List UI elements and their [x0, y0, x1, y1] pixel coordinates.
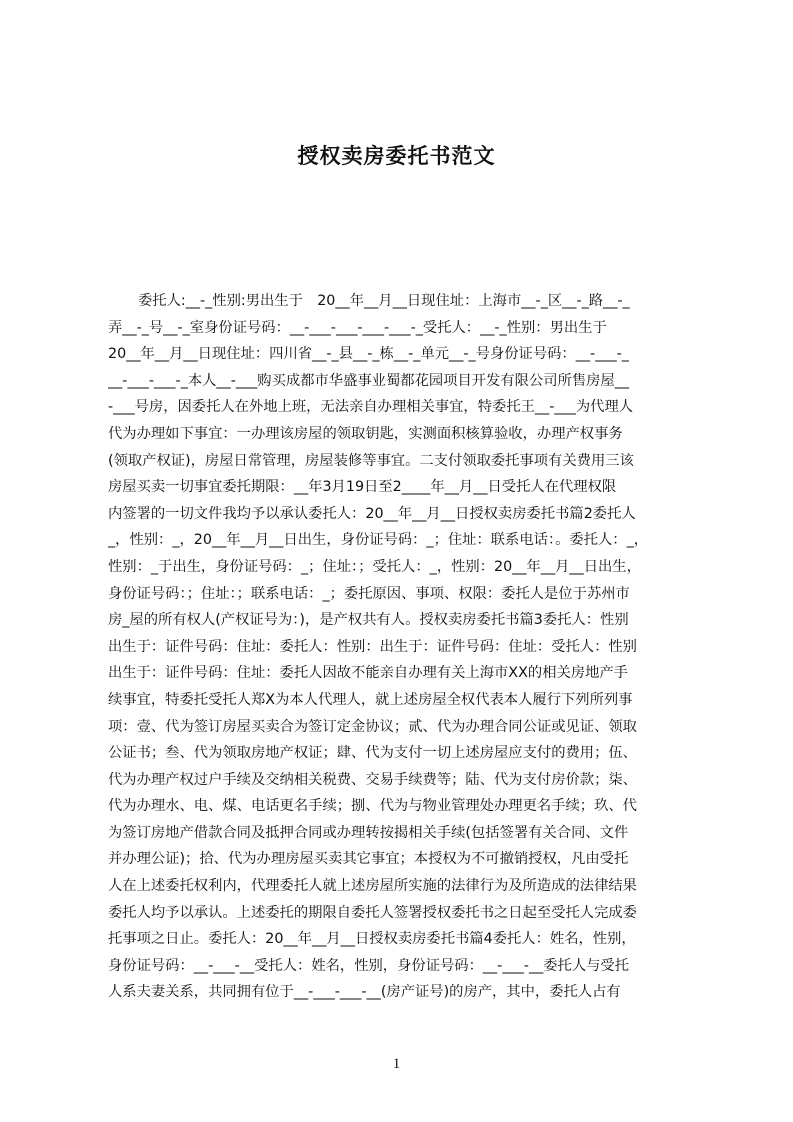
body-line: 人系夫妻关系，共同拥有位于__-___-___-__(房产证号)的房产，其中，委托人占有 — [108, 984, 621, 1001]
body-line: 出生于：证件号码：住址：委托人：性别：出生于：证件号码：住址：受托人：性别 — [108, 638, 637, 655]
body-line: 内签署的一切文件我均予以承认委托人：20__年__月__日授权卖房委托书篇2委托人 — [108, 505, 636, 522]
body-line: 房屋买卖一切事宜委托期限：__年3月19日至2____年__月__日受托人在代理权限 — [108, 479, 617, 496]
body-line: _，性别：_，20__年__月__日出生，身份证号码：_；住址：联系电话：。委托人：_， — [108, 532, 649, 549]
body-line: 代为办理产权过户手续及交纳相关税费、交易手续费等；陆、代为支付房价款；柒、 — [108, 771, 637, 788]
body-line: 委托人:__-_性别:男出生于 20__年__月__日现住址：上海市__-_区__-_路__-_ — [138, 293, 630, 309]
body-line: 身份证号码：__-___-__受托人：姓名，性别，身份证号码：__-___-__委托人与受托 — [108, 957, 630, 974]
body-line: 身份证号码：；住址：；联系电话：_；委托原因、事项、权限：委托人是位于苏州市 — [108, 585, 630, 602]
body-line: 代为办理水、电、煤、电话更名手续；捌、代为与物业管理处办理更名手续；玖、代 — [108, 798, 637, 815]
body-line: 委托人均予以承认。上述委托的期限自委托人签署授权委托书之日起至受托人完成委 — [108, 904, 637, 921]
body-line: __-___-___-_本人__-___购买成都市华盛事业蜀都花园项目开发有限公司所售房屋__ — [108, 372, 630, 389]
body-line: (领取产权证)，房屋日常管理，房屋装修等事宜。二支付领取委托事项有关费用三该 — [108, 452, 634, 469]
body-line: 为签订房地产借款合同及抵押合同或办理转按揭相关手续(包括签署有关合同、文件 — [108, 824, 629, 841]
body-line: 代为办理如下事宜：一办理该房屋的领取钥匙，实测面积核算验收，办理产权事务 — [108, 425, 623, 442]
document-title: 授权卖房委托书范文 — [297, 144, 496, 168]
body-line: 房_屋的所有权人(产权证号为：)，是产权共有人。授权卖房委托书篇3委托人：性别 — [108, 612, 629, 629]
body-line: 20__年__月__日现住址：四川省__-_县__-_栋__-_单元__-_号身份证号码：__-___-_ — [108, 346, 629, 363]
body-line: 弄__-_号__-_室身份证号码：__-___-___-___-___-_受托人：__-_性别：男出生于 — [108, 319, 607, 336]
body-line: 公证书；叁、代为领取房地产权证；肆、代为支付一切上述房屋应支付的费用；伍、 — [108, 745, 637, 762]
body-line: 托事项之日止。委托人：20__年__月__日授权卖房委托书篇4委托人：姓名，性别， — [108, 931, 636, 948]
page-number: 1 — [392, 1056, 401, 1072]
body-line: 项：壹、代为签订房屋买卖合为签订定金协议；贰、代为办理合同公证或见证、领取 — [108, 718, 637, 735]
document-body — [108, 288, 700, 1018]
body-line: 并办理公证)；拾、代为办理房屋买卖其它事宜；本授权为不可撤销授权，凡由受托 — [108, 851, 629, 868]
body-line: -___号房，因委托人在外地上班，无法亲自办理相关事宜，特委托王__-___为代理人 — [108, 399, 634, 416]
body-line: 续事宜，特委托受托人郑X为本人代理人，就上述房屋全权代表本人履行下列所列事 — [108, 691, 633, 708]
body-line: 出生于：证件号码：住址：委托人因故不能亲自办理有关上海市XX的相关房地产手 — [108, 665, 628, 682]
body-line: 性别：_于出生，身份证号码：_；住址：；受托人：_，性别：20__年__月__日出生， — [108, 558, 641, 575]
body-line: 人在上述委托权利内，代理委托人就上述房屋所实施的法律行为及所造成的法律结果 — [108, 878, 637, 895]
